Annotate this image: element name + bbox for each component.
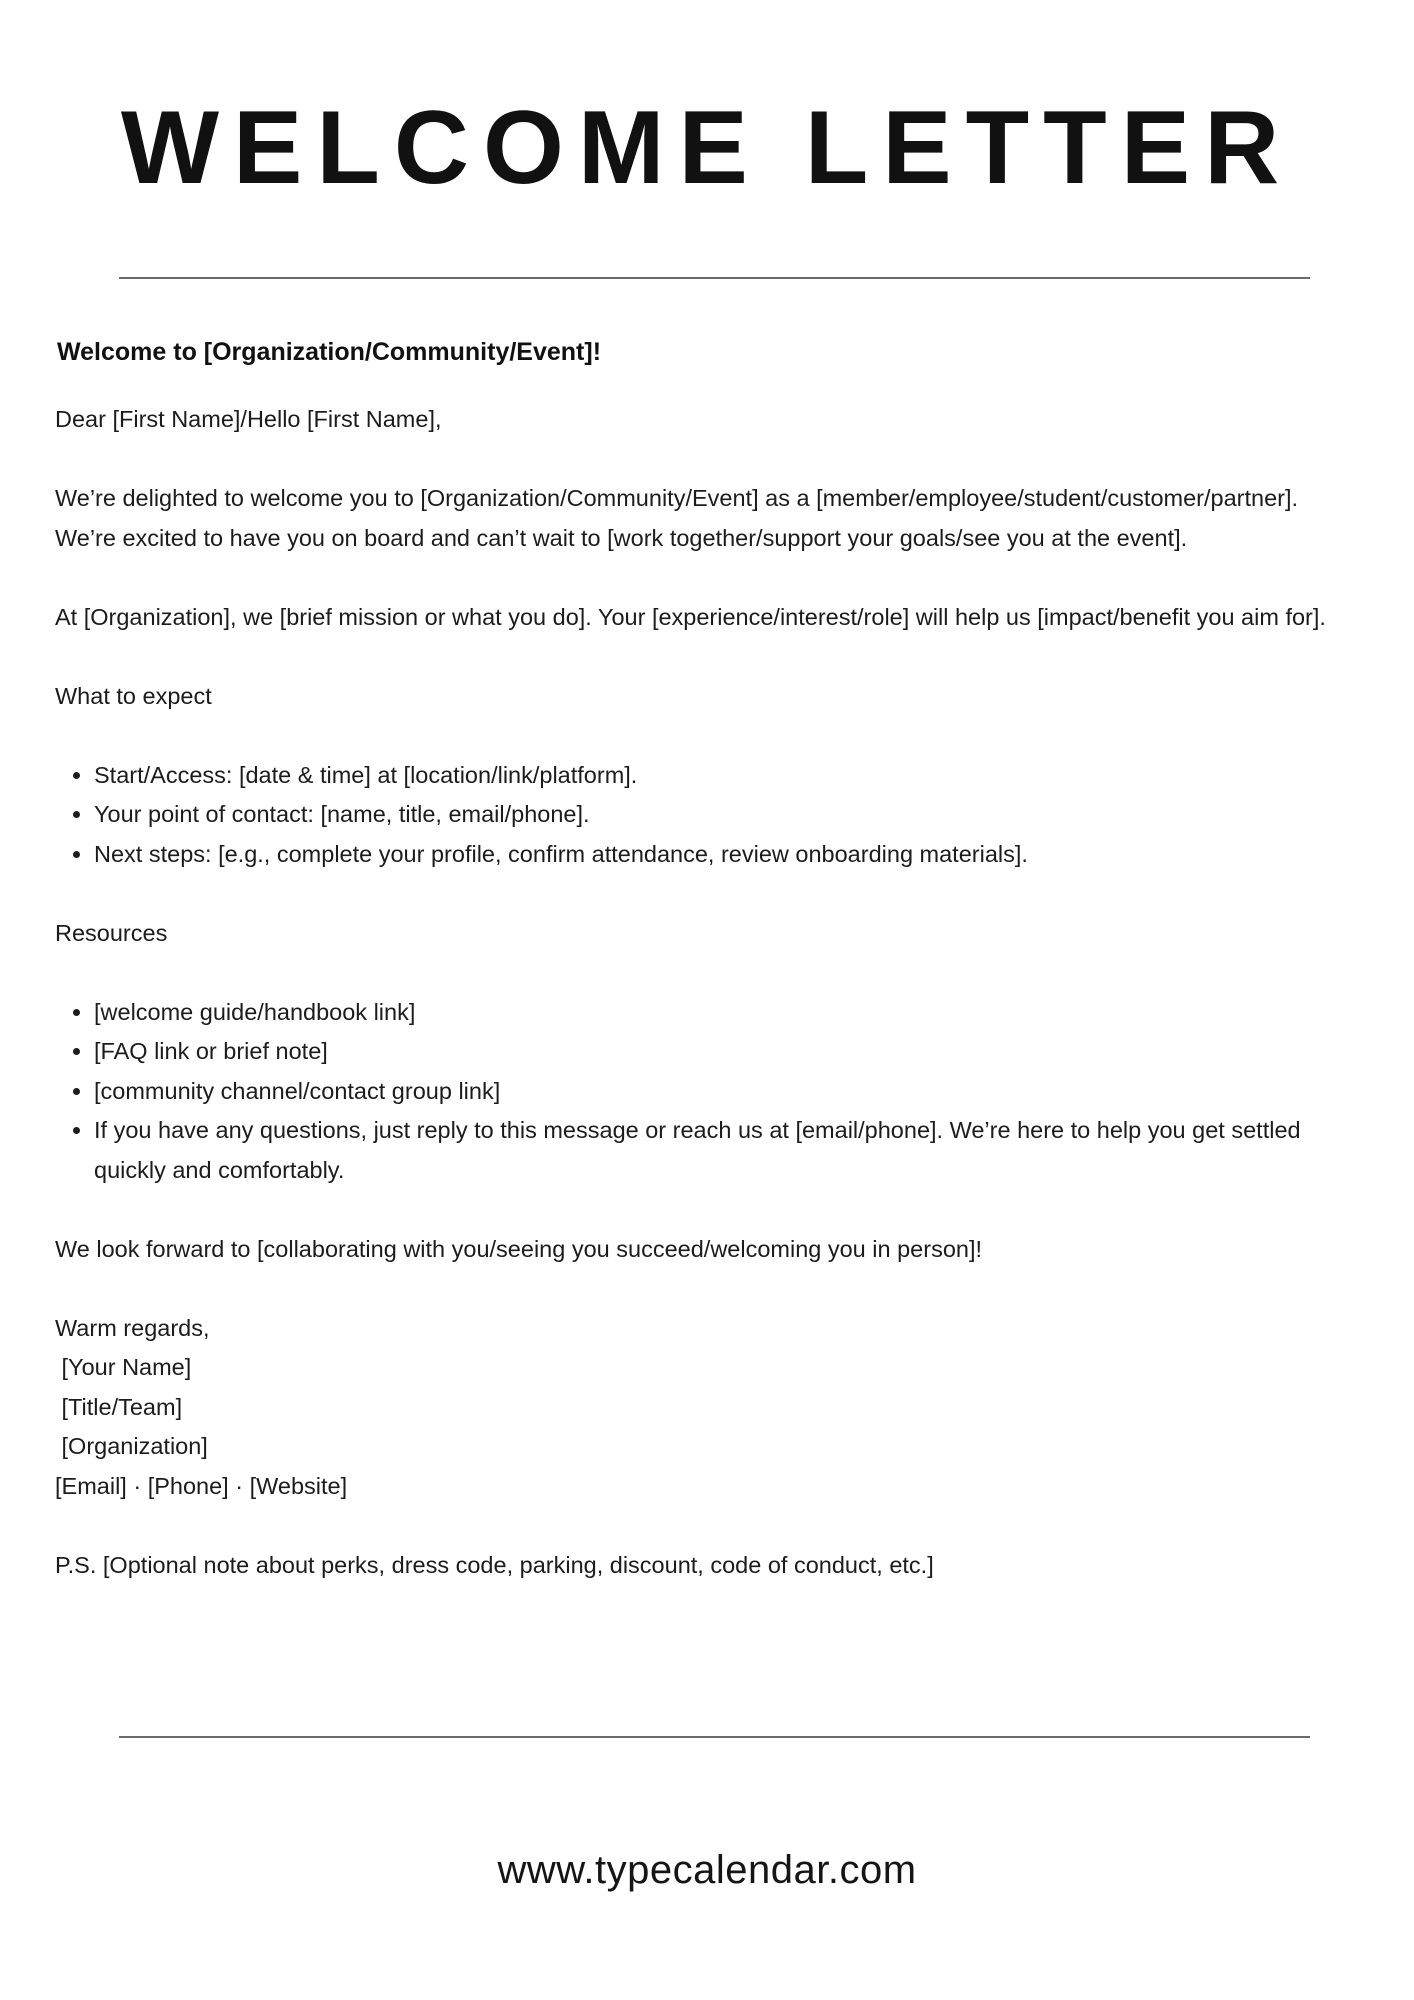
list-item: • Next steps: [e.g., complete your profile, confirm attendance, review onboarding materials]. — [94, 835, 1355, 875]
top-divider — [119, 277, 1310, 279]
footer-url: www.typecalendar.com — [497, 1848, 917, 1892]
what-to-expect-list — [55, 756, 1355, 875]
closing-line: We look forward to [collaborating with you/seeing you succeed/welcoming you in person]! — [55, 1235, 983, 1262]
what-to-expect-label: What to expect — [55, 682, 212, 709]
bottom-divider — [119, 1736, 1310, 1738]
signoff-organization: [Organization] — [55, 1433, 208, 1459]
letter-body — [55, 332, 1355, 1625]
document-title: WELCOME LETTER — [120, 90, 1294, 206]
mission-paragraph: At [Organization], we [brief mission or what you do]. Your [experience/interest/role] will help us [impact/benefit you aim for]. — [55, 603, 1326, 630]
list-item: • Your point of contact: [name, title, email/phone]. — [94, 795, 1355, 835]
list-item: • [FAQ link or brief note] — [94, 1032, 1355, 1072]
signoff-title: [Title/Team] — [55, 1393, 183, 1420]
letter-heading: Welcome to [Organization/Community/Event]! — [57, 338, 602, 366]
postscript: P.S. [Optional note about perks, dress code, parking, discount, code of conduct, etc.] — [55, 1551, 934, 1578]
signoff-regards: Warm regards, — [55, 1314, 210, 1341]
greeting: Dear [First Name]/Hello [First Name], — [55, 406, 442, 432]
intro-paragraph: We’re delighted to welcome you to [Organization/Community/Event] as a [member/employee/student/customer/partner]. We’re excited to have you on board and can’t wait to [work together/support your goals/see you at the event]. — [55, 485, 1305, 551]
signoff-contacts: [Email] · [Phone] · [Website] — [55, 1472, 348, 1499]
list-item: • If you have any questions, just reply to this message or reach us at [email/phone]. We’re here to help you get settled quickly and comfortably. — [94, 1111, 1355, 1190]
list-item: • [welcome guide/handbook link] — [94, 993, 1355, 1033]
list-item: • [community channel/contact group link] — [94, 1072, 1355, 1112]
resources-list — [55, 993, 1355, 1191]
signature-block — [55, 1309, 1355, 1507]
resources-label: Resources — [55, 919, 168, 946]
signoff-name: [Your Name] — [55, 1354, 192, 1380]
list-item: • Start/Access: [date & time] at [location/link/platform]. — [94, 756, 1355, 796]
